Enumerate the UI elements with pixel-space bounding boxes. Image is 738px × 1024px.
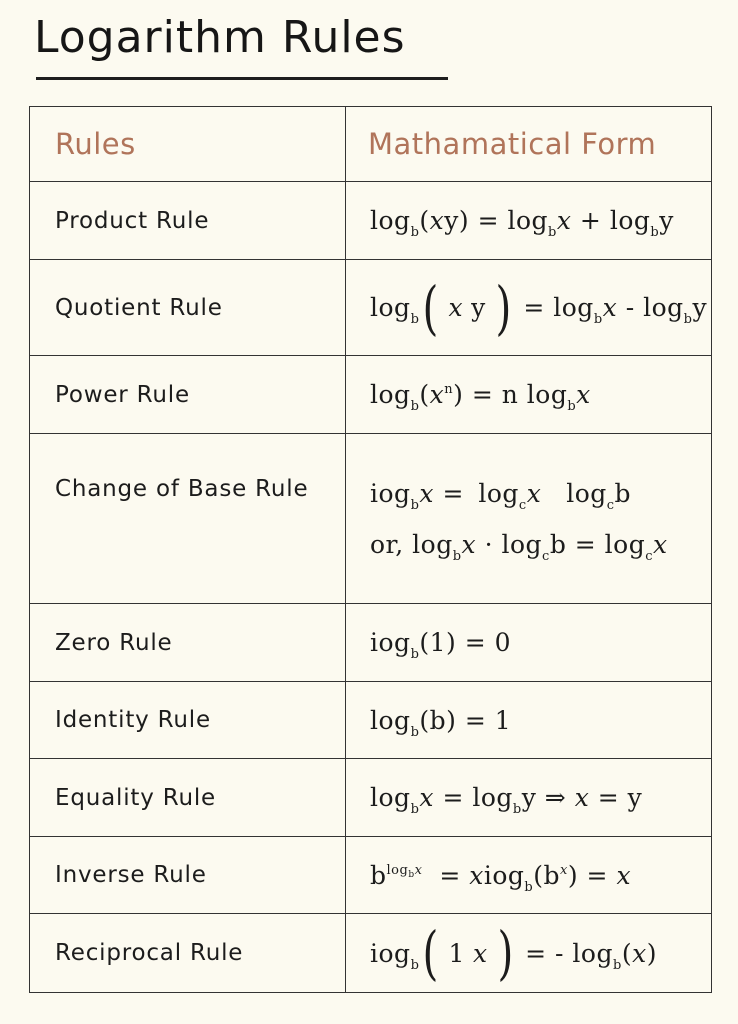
header-rules: Rules xyxy=(30,107,346,182)
table-row xyxy=(30,434,712,604)
title-underline xyxy=(36,77,448,80)
rule-name: Power Rule xyxy=(30,356,346,434)
formula-zero: iog$_b$(1) = 0 xyxy=(346,604,712,682)
formula-product: $\log_b(xy) = \log_bx + \log_by$ xyxy=(346,182,712,260)
table-row xyxy=(30,759,712,837)
rule-name: Identity Rule xyxy=(30,682,346,759)
table-row xyxy=(30,837,712,914)
rule-name: Reciprocal Rule xyxy=(30,914,346,993)
rule-name: Change of Base Rule xyxy=(30,434,346,604)
logarithm-rules-table xyxy=(29,106,712,993)
formula-inverse: $b^{log_bx}$ = $xiog_b(b^x) = x$ xyxy=(346,837,712,914)
rule-name: Quotient Rule xyxy=(30,260,346,356)
table-row xyxy=(30,356,712,434)
rule-name: Product Rule xyxy=(30,182,346,260)
table-row xyxy=(30,260,712,356)
table-row xyxy=(30,604,712,682)
formula-change-of-base: iog$_b$x = $\log_cx$ $\log_cb$ or, $\log_bx \cdot \log_cb = \log_cx$ xyxy=(346,434,712,604)
formula-reciprocal: iog$_b$ ( 1 x ) = - $\log_b(x)$ xyxy=(346,914,712,993)
rule-name: Equality Rule xyxy=(30,759,346,837)
rule-name: Zero Rule xyxy=(30,604,346,682)
formula-power: $\log_b(x^n) = n$ $\log_bx$ xyxy=(346,356,712,434)
table-row xyxy=(30,682,712,759)
formula-equality: $\log_bx = \log_by$ ⇒ x = y xyxy=(346,759,712,837)
rule-name: Inverse Rule xyxy=(30,837,346,914)
table-header-row xyxy=(30,107,712,182)
table-row xyxy=(30,182,712,260)
header-mathematical-form: Mathamatical Form xyxy=(346,107,712,182)
formula-quotient: $\log_b$ ( x y ) = $\log_bx - \log_by$ xyxy=(346,260,712,356)
page-title: Logarithm Rules xyxy=(34,12,406,63)
formula-identity: $\log_b(b) = 1$ xyxy=(346,682,712,759)
table-row xyxy=(30,914,712,993)
